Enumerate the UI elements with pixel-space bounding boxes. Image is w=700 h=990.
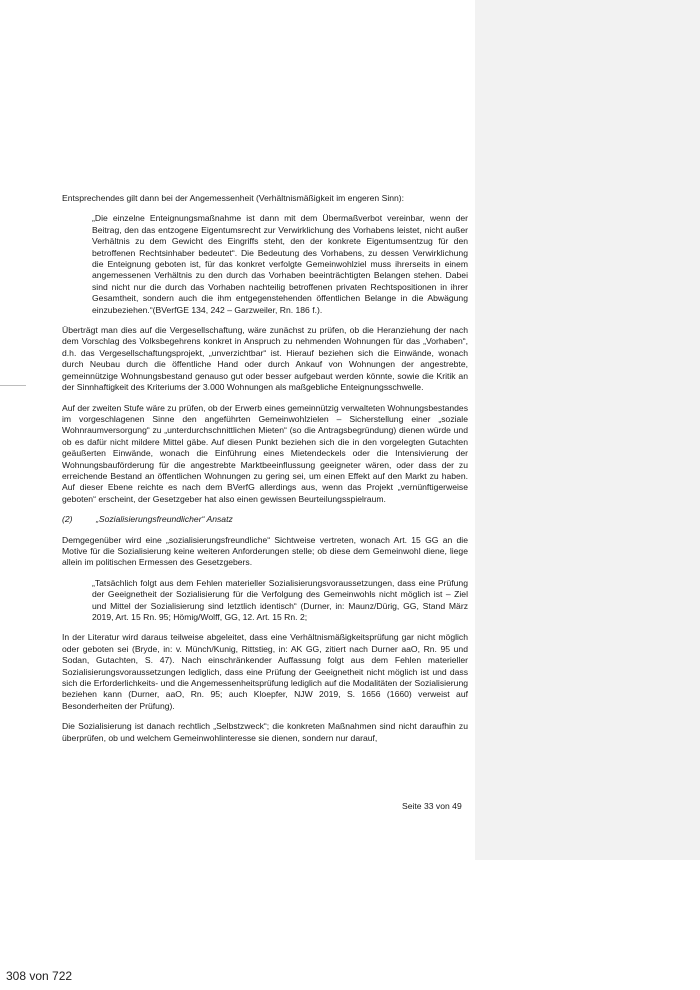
paragraph-sozialisierung: Demgegenüber wird eine „sozialisierungsfreundliche“ Sichtweise vertreten, wonach Art. 15 GG an die Motive für die Sozialisierung keine weiteren Anforderungen stelle; ob diese dem Gemeinwohl diene, liege allein im politischen Ermessen des Gesetzgebers.	[62, 534, 468, 568]
blockquote-durner: „Tatsächlich folgt aus dem Fehlen materieller Sozialisierungsvoraussetzungen, dass eine Prüfung der Geeignetheit der Sozialisierung für die Verfolgung des Gemeinwohls nicht möglich ist – Ziel und Mittel der Sozialisierung sind letztlich identisch“ (Durner, in: Maunz/Dürig, GG, Stand März 2019, Art. 15 Rn. 95; Hömig/Wolff, GG, 12. Art. 15 Rn. 2;	[92, 577, 468, 622]
paragraph-intro: Entsprechendes gilt dann bei der Angemessenheit (Verhältnismäßigkeit im engeren Sinn):	[62, 193, 405, 203]
section-heading	[62, 514, 468, 525]
comment-pane	[475, 0, 700, 860]
paragraph-zweite-stufe: Auf der zweiten Stufe wäre zu prüfen, ob der Erwerb eines gemeinnützig verwalteten Wohnungsbestandes im vorgeschlagenen Sinne den angeführten Gemeinwohlzielen – Sicherstellung einer „soziale Wohnraumversorgung“ zu „unterdurchschnittlichen Mieten“ (so die Antragsbegründung) dienen würde und ob es dafür nicht mildere Mittel gäbe. Auf diesen Punkt beziehen sich die in den vorgelegten Gutachten geäußerten Einwände, wonach die Einführung eines Mietendeckels oder die Intensivierung der Wohnungsbauförderung für die angestrebte Marktbeeinflussung geeigneter wären, oder dass der zu erreichende Bestand an öffentlichen Wohnungen zu gering sei, um einen Effekt auf den Markt zu haben. Auf dieser Ebene reichte es nach dem BVerfG allerdings aus, wenn das Projekt „vernünftigerweise geboten“ erscheint, der Gesetzgeber hat also einen gewissen Beurteilungsspielraum.	[62, 402, 468, 504]
margin-marker	[0, 385, 26, 386]
paragraph-literatur: In der Literatur wird daraus teilweise abgeleitet, dass eine Verhältnismäßigkeitsprüfung gar nicht möglich oder geboten sei (Bryde, in: v. Münch/Kunig, Rittstieg, in: AK GG, zitiert nach Durner aaO, Rn. 95 und Sodan, Gutachten, S. 47). Nach einschränkender Auffassung folgt aus dem Fehlen materieller Sozialisierungsvoraussetzungen lediglich, dass eine Prüfung der Geeignetheit nicht möglich ist und dass sich die Erforderlichkeits- und die Angemessenheitsprüfung lediglich auf die Modalitäten der Sozialisierung beziehen kann (Durner, aaO, Rn. 95; auch Kloepfer, NJW 2019, S. 1656 (1660) verweist auf Besonderheiten der Prüfung).	[62, 632, 468, 711]
blockquote-bverfg: „Die einzelne Enteignungsmaßnahme ist dann mit dem Übermaßverbot vereinbar, wenn der Beitrag, den das entzogene Eigentumsrecht zur Verwirklichung des Vorhabens leistet, nicht außer Verhältnis zu dem Gewicht des Eingriffs steht, den der konkrete Eigentumsentzug für den betroffenen Rechtsinhaber bedeutet“. Die Bedeutung des Vorhabens, zu dessen Verwirklichung die Enteignung geboten ist, für das konkret verfolgte Gemeinwohlziel muss ihrerseits in einem angemessenen Verhältnis zu den durch das Vorhaben beeinträchtigten Belangen stehen. Dabei sind nicht nur die durch das Vorhaben nachteilig betroffenen privaten Rechtspositionen in ihrer Gesamtheit, sondern auch die ihm entgegenstehenden öffentlichen Belange in die Abwägung einzubeziehen.“(BVerfGE 134, 242 – Garzweiler, Rn. 186 f.).	[92, 213, 468, 315]
page-footer: Seite 33 von 49	[402, 801, 462, 811]
page-counter: 308 von 722	[6, 969, 73, 983]
page-content	[62, 193, 468, 753]
paragraph-vergesellschaftung: Überträgt man dies auf die Vergesellschaftung, wäre zunächst zu prüfen, ob die Heranziehung der nach dem Vorschlag des Volksbegehrens konkret in Anspruch zu nehmenden Wohnungen für das „Vorhaben“, d.h. das Vergesellschaftungsprojekt, „unverzichtbar“ ist. Hierauf beziehen sich die Einwände, wonach durch Neubau durch die öffentliche Hand oder durch Ankauf von Wohnungen der angestrebte, gemeinnützige Wohnungsbestand genauso gut oder besser aufgebaut werden könnte, sowie die Kritik an der Sinnhaftigkeit des Kriteriums der 3.000 Wohnungen als maßgebliche Enteignungsschwelle.	[62, 325, 468, 393]
paragraph-selbstzweck: Die Sozialisierung ist danach rechtlich „Selbstzweck“; die konkreten Maßnahmen sind nicht daraufhin zu überprüfen, ob und welchem Gemeinwohlinteresse sie dienen, sondern nur darauf,	[62, 721, 468, 743]
section-title: „Sozialisierungsfreundlicher“ Ansatz	[96, 514, 233, 525]
section-number: (2)	[62, 514, 73, 525]
